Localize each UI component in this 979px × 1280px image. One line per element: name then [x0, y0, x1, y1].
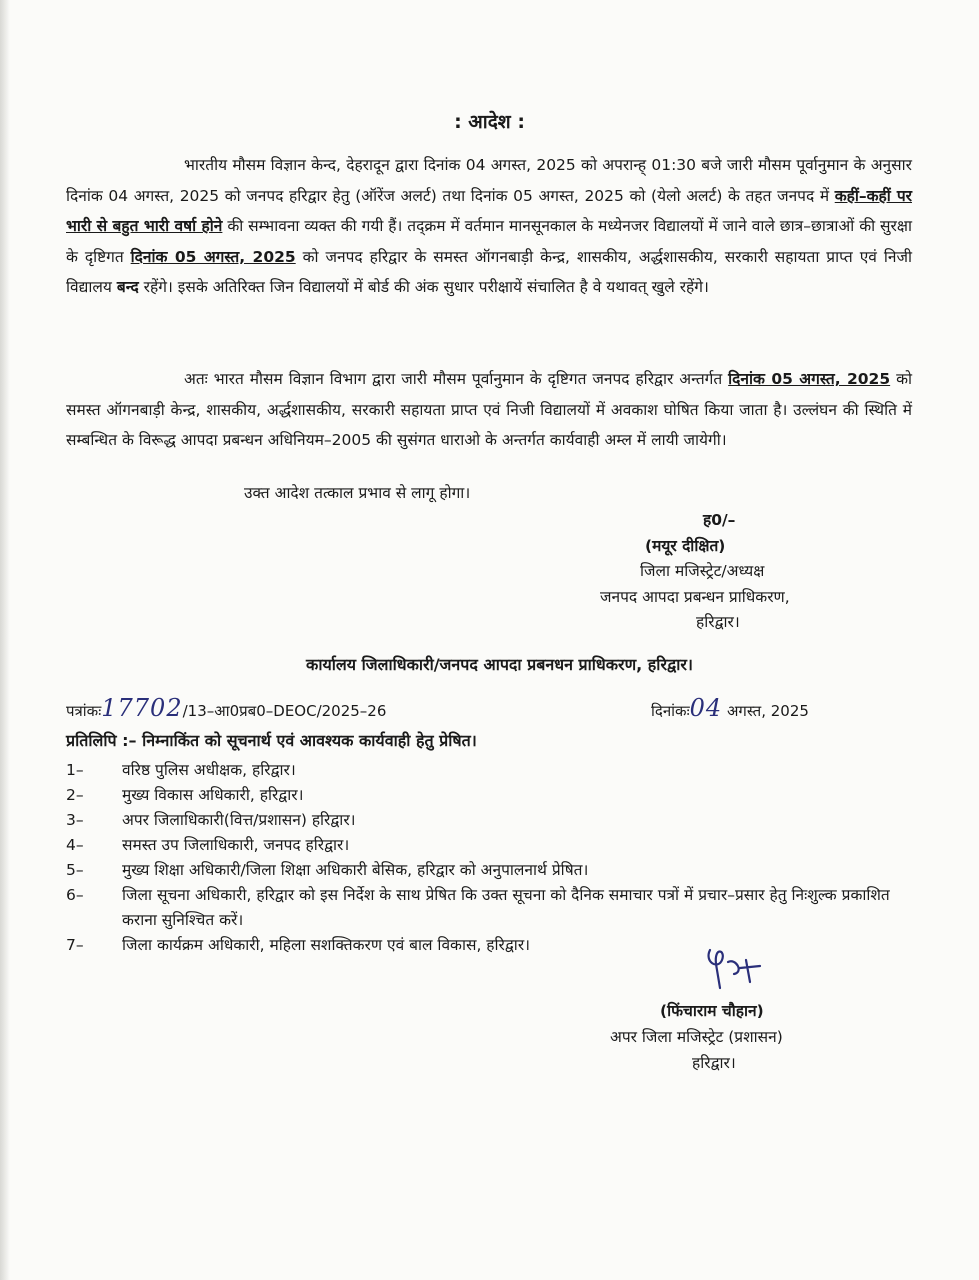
list-item: [66, 808, 926, 833]
order-paragraph-2: [66, 364, 912, 456]
date-handwritten-day: 04: [689, 694, 723, 722]
list-item-text: अपर जिलाधिकारी(वित्त/प्रशासन) हरिद्वार।: [122, 811, 356, 829]
p1-heavy-rain-emphasis: कहीं–कहीं पर भारी से बहुत भारी वर्षा होने: [66, 186, 912, 235]
signatory-designation: जिला मजिस्ट्रेट/अध्यक्ष: [640, 562, 765, 580]
signature-block-adm: [610, 998, 930, 1076]
reference-number: [66, 694, 386, 722]
list-item-number: 6–: [66, 886, 84, 904]
date-suffix: अगस्त, 2025: [722, 702, 809, 720]
letter-date: [651, 694, 809, 722]
signatory-place: हरिद्वार।: [696, 613, 740, 631]
list-item: [66, 833, 926, 858]
list-item-text: जिला सूचना अधिकारी, हरिद्वार को इस निर्देश के साथ प्रेषित कि उक्त सूचना को दैनिक समाचार पत्रों में प्रचार–प्रसार हेतु निःशुल्क प्रकाशित कराना सुनिश्चित करें।: [122, 886, 890, 929]
list-item-number: 3–: [66, 811, 84, 829]
order-title: : आदेश :: [454, 111, 525, 133]
p1-date-emphasis: दिनांक 05 अगस्त, 2025: [130, 247, 296, 266]
list-item: [66, 933, 926, 958]
handwritten-signature: [700, 942, 770, 1002]
list-item-text: वरिष्ठ पुलिस अधीक्षक, हरिद्वार।: [122, 761, 296, 779]
list-item: [66, 783, 926, 808]
p2-text-c: को समस्त ऑगनबाड़ी केन्द्र, शासकीय, अर्द्धशासकीय, सरकारी सहायता प्राप्त एवं निजी विद्यालयों में अवकाश घोषित किया जाता है। उल्लंघन की स्थिति में सम्बन्धित के विरूद्ध आपदा प्रबन्धन अधिनियम–2005 की सुसंगत धाराओ के अन्तर्गत कार्यवाही अम्ल में लायी जायेगी।: [66, 370, 912, 449]
office-heading: कार्यालय जिलाधिकारी/जनपद आपदा प्रबनधन प्राधिकरण, हरिद्वार।: [306, 655, 693, 674]
page-edge-shadow: [0, 0, 10, 1280]
date-label: दिनांकः: [651, 702, 690, 720]
list-item-number: 7–: [66, 936, 84, 954]
p1-closed-emphasis: बन्द: [116, 278, 139, 296]
list-item-text: मुख्य शिक्षा अधिकारी/जिला शिक्षा अधिकारी बेसिक, हरिद्वार को अनुपालनार्थ प्रेषित।: [122, 861, 589, 879]
p1-text-c: की सम्भावना व्यक्त की गयी हैं। तद्क्रम में वर्तमान मानसूनकाल के मध्येनजर विद्यालयों में जाने वाले छात्र–छात्राओं की सुरक्षा के दृष्टिगत: [66, 217, 912, 266]
p1-text-g: रहेंगे। इसके अतिरिक्त जिन विद्यालयों में बोर्ड की अंक सुधार परीक्षायें संचालित है वे यथावत् खुले रहेंगे।: [138, 278, 709, 296]
list-item-text: जिला कार्यक्रम अधिकारी, महिला सशक्तिकरण एवं बाल विकास, हरिद्वार।: [122, 936, 531, 954]
list-item: [66, 858, 926, 883]
signatory-authority: जनपद आपदा प्रबन्धन प्राधिकरण,: [600, 587, 790, 606]
list-item-text: समस्त उप जिलाधिकारी, जनपद हरिद्वार।: [122, 836, 350, 854]
signatory-name: (फिंचाराम चौहान): [660, 1002, 764, 1020]
reference-handwritten-number: 17702: [101, 694, 183, 722]
p2-text-a: अतः भारत मौसम विज्ञान विभाग द्वारा जारी मौसम पूर्वानुमान के दृष्टिगत जनपद हरिद्वार अन्तर्गत: [184, 370, 729, 388]
list-item: [66, 758, 926, 783]
list-item-number: 2–: [66, 786, 84, 804]
signatory-place: हरिद्वार।: [692, 1054, 736, 1072]
reference-suffix: /13–आ0प्रब0–DEOC/2025–26: [182, 702, 387, 720]
list-item-number: 4–: [66, 836, 84, 854]
reference-label: पत्रांकः: [66, 702, 102, 720]
list-item-text: मुख्य विकास अधिकारी, हरिद्वार।: [122, 786, 304, 804]
order-paragraph-3: उक्त आदेश तत्काल प्रभाव से लागू होगा।: [244, 484, 471, 502]
list-item-number: 5–: [66, 861, 84, 879]
p1-text-e: को जनपद हरिद्वार के समस्त ऑगनबाड़ी केन्द्र, शासकीय, अर्द्धशासकीय, सरकारी सहायता प्राप्त एवं निजी विद्यालय: [66, 247, 912, 296]
signed-mark: ह0/–: [703, 511, 736, 529]
signatory-name: (मयूर दीक्षित): [645, 536, 726, 555]
signatory-designation: अपर जिला मजिस्ट्रेट (प्रशासन): [610, 1028, 783, 1046]
list-item: [66, 883, 926, 933]
signature-block-dm: [560, 508, 890, 636]
copy-list: [66, 758, 926, 958]
p2-date-emphasis: दिनांक 05 अगस्त, 2025: [728, 370, 891, 388]
list-item-number: 1–: [66, 761, 84, 779]
signature-scribble: [700, 942, 770, 992]
copy-heading: प्रतिलिपि :– निम्नाकिंत को सूचनार्थ एवं आवश्यक कार्यवाही हेतु प्रेषित।: [66, 731, 477, 750]
order-paragraph-1: [66, 150, 912, 303]
p1-text-a: भारतीय मौसम विज्ञान केन्द, देहरादून द्वारा दिनांक 04 अगस्त, 2025 को अपरान्ह् 01:30 बजे जारी मौसम पूर्वानुमान के अनुसार दिनांक 04 अगस्त, 2025 को जनपद हरिद्वार हेतु (ऑरेंज अलर्ट) तथा दिनांक 05 अगस्त, 2025 को (येलो अलर्ट) के तहत जनपद में: [66, 156, 912, 205]
